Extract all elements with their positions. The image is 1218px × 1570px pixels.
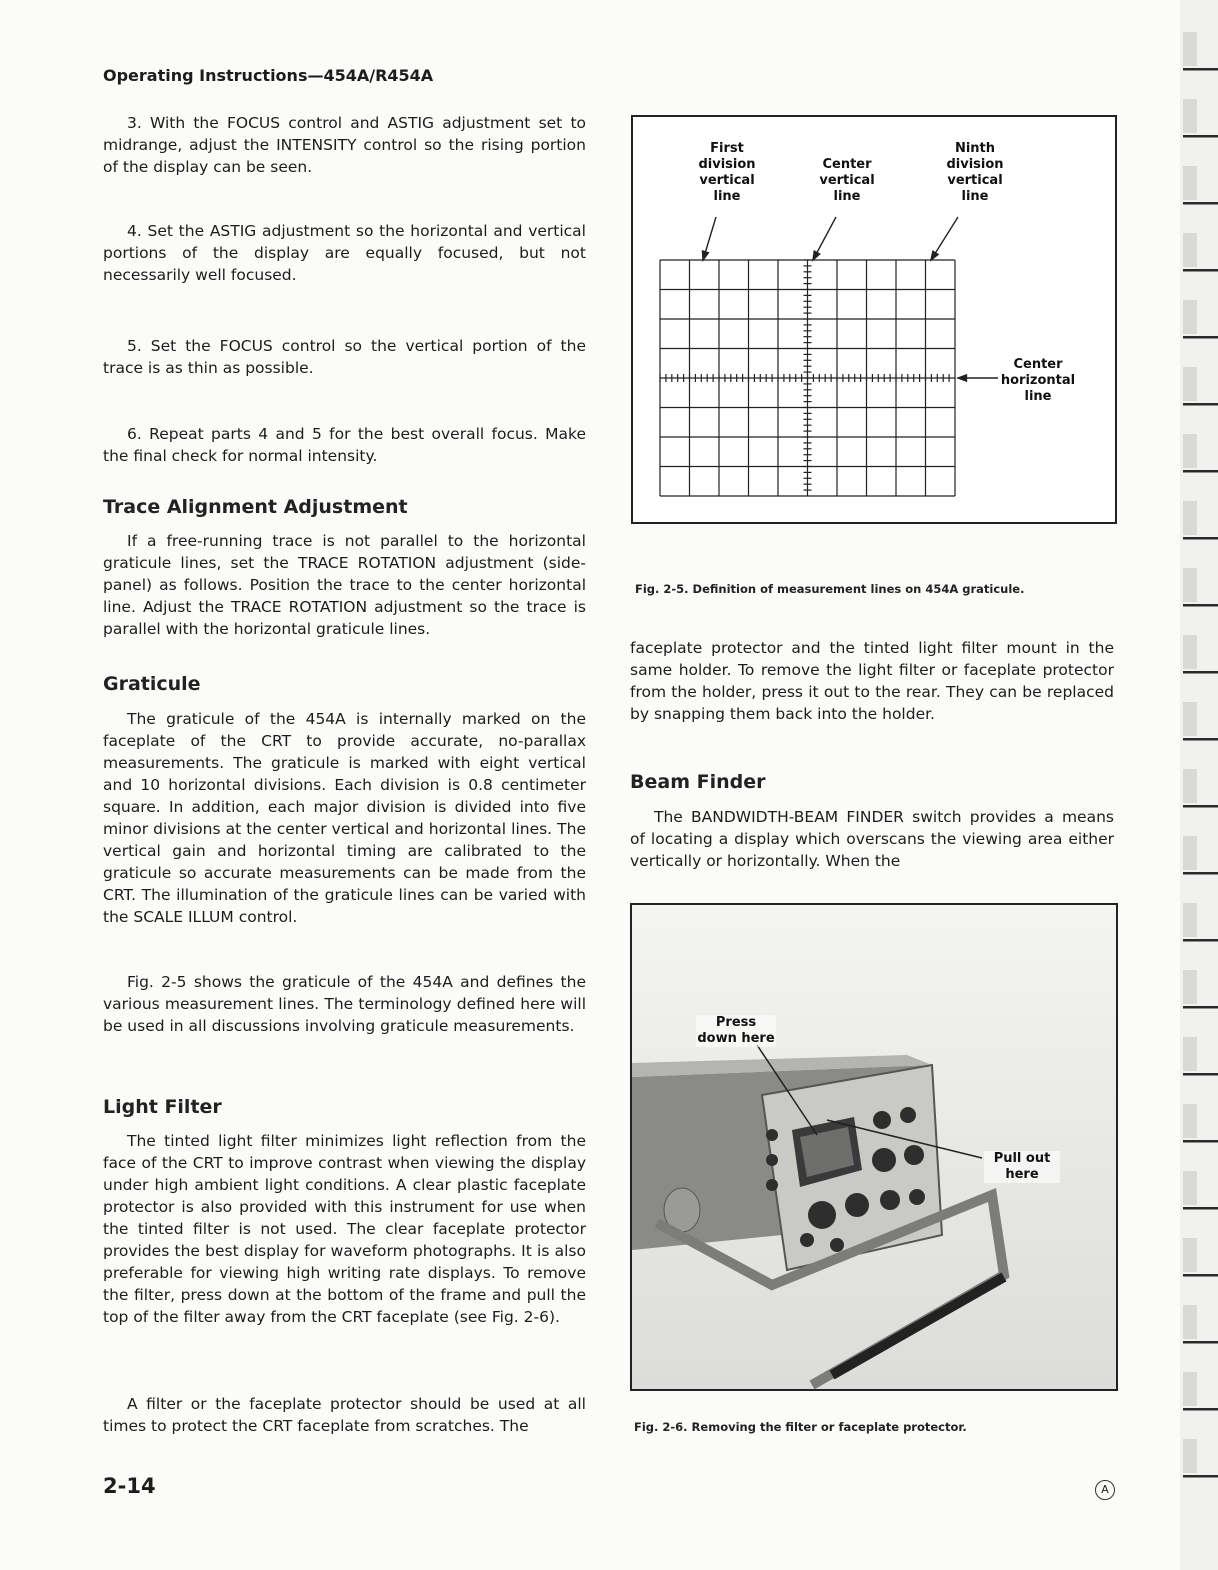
edge-tab: [1183, 1305, 1197, 1339]
edge-tab: [1183, 367, 1197, 401]
edge-tab: [1183, 568, 1197, 602]
edge-tab-strip: [1180, 0, 1218, 1570]
beam-finder-heading: Beam Finder: [630, 771, 766, 793]
revision-mark: A: [1095, 1480, 1115, 1500]
running-head: Operating Instructions—454A/R454A: [103, 66, 434, 85]
edge-tab: [1183, 1037, 1197, 1071]
edge-tab-mark: [1183, 738, 1218, 741]
edge-tab-mark: [1183, 1408, 1218, 1411]
edge-tab-mark: [1183, 671, 1218, 674]
figure-2-6-caption: Fig. 2-6. Removing the filter or faceplate protector.: [634, 1420, 967, 1434]
pull-out-label: Pull out here: [984, 1151, 1060, 1183]
step-5: 5. Set the FOCUS control so the vertical portion of the trace is as thin as possible.: [103, 337, 586, 377]
edge-tab-mark: [1183, 403, 1218, 406]
arrow-center-horizontal-head: [958, 375, 966, 381]
edge-tab-mark: [1183, 1475, 1218, 1478]
beam-finder-text: The BANDWIDTH-BEAM FINDER switch provides a means of locating a display which overscans the viewing area either vertically or horizontally. When the: [630, 808, 1114, 870]
edge-tab: [1183, 836, 1197, 870]
edge-tab: [1183, 501, 1197, 535]
graticule-heading: Graticule: [103, 673, 201, 695]
label-center-horizontal: Center horizontal line: [1000, 357, 1076, 404]
graticule-diagram: [633, 117, 1115, 522]
step-6: 6. Repeat parts 4 and 5 for the best overall focus. Make the final check for normal intensity.: [103, 425, 586, 465]
graticule-text-1: The graticule of the 454A is internally marked on the faceplate of the CRT to provide accurate, no-parallax measurements. The graticule is marked with eight vertical and 10 horizontal divisions. Each division is 0.8 centimeter square. In addition, each major division is divided into five minor divisions at the center vertical and horizontal lines. The vertical gain and horizontal timing are calibrated to the graticule so accurate measurements can be made from the CRT. The illumination of the graticule lines can be varied with the SCALE ILLUM control.: [103, 710, 586, 926]
edge-tab-mark: [1183, 135, 1218, 138]
faceplate-continuation: faceplate protector and the tinted light filter mount in the same holder. To remove the light filter or faceplate protector from the holder, press it out to the rear. They can be replaced by snapping them back into the holder.: [630, 639, 1114, 723]
edge-tab: [1183, 32, 1197, 66]
edge-tab-mark: [1183, 604, 1218, 607]
edge-tab-mark: [1183, 1073, 1218, 1076]
light-filter-text-2: A filter or the faceplate protector should be used at all times to protect the CRT faceplate from scratches. The: [103, 1395, 586, 1435]
edge-tab: [1183, 1238, 1197, 1272]
page-number: 2-14: [103, 1474, 156, 1498]
edge-tab: [1183, 903, 1197, 937]
edge-tab: [1183, 1171, 1197, 1205]
edge-tab: [1183, 434, 1197, 468]
arrow-first-vertical-head: [702, 251, 708, 260]
label-ninth-vertical: Ninth division vertical line: [946, 141, 1004, 204]
edge-tab-mark: [1183, 470, 1218, 473]
arrow-center-vertical-head: [813, 251, 820, 260]
edge-tab-mark: [1183, 939, 1218, 942]
arrow-ninth-vertical-head: [931, 251, 938, 260]
figure-2-6-photo: [630, 903, 1118, 1391]
light-filter-text-1: The tinted light filter minimizes light reflection from the face of the CRT to improve contrast when viewing the display under high ambient light conditions. A clear plastic faceplate protector is also provided with this instrument for use when the tinted filter is not used. The clear faceplate protector provides the best display for waveform photographs. It is also preferable for viewing high writing rate displays. To remove the filter, press down at the bottom of the frame and pull the top of the filter away from the CRT faceplate (see Fig. 2-6).: [103, 1132, 586, 1326]
edge-tab: [1183, 970, 1197, 1004]
edge-tab: [1183, 300, 1197, 334]
edge-tab-mark: [1183, 537, 1218, 540]
edge-tab-mark: [1183, 68, 1218, 71]
trace-alignment-text: If a free-running trace is not parallel to the horizontal graticule lines, set the TRACE ROTATION adjustment (side-panel) as follows. Position the trace to the center horizontal line. Adjust the TRACE ROTATION adjustment so the trace is parallel with the horizontal graticule lines.: [103, 532, 586, 638]
edge-tab-mark: [1183, 336, 1218, 339]
edge-tab-mark: [1183, 1274, 1218, 1277]
edge-tab-mark: [1183, 805, 1218, 808]
edge-tab: [1183, 1372, 1197, 1406]
figure-2-5: [631, 115, 1117, 524]
figure-2-5-caption: Fig. 2-5. Definition of measurement lines on 454A graticule.: [635, 582, 1025, 596]
label-first-vertical: First division vertical line: [698, 141, 756, 204]
step-4: 4. Set the ASTIG adjustment so the horizontal and vertical portions of the display are equally focused, but not necessarily well focused.: [103, 222, 586, 284]
edge-tab: [1183, 769, 1197, 803]
oscilloscope-photo: [632, 905, 1116, 1389]
edge-tab-mark: [1183, 872, 1218, 875]
edge-tab-mark: [1183, 1006, 1218, 1009]
trace-alignment-heading: Trace Alignment Adjustment: [103, 496, 408, 518]
edge-tab: [1183, 166, 1197, 200]
press-down-label: Press down here: [697, 1015, 775, 1046]
edge-tab-mark: [1183, 202, 1218, 205]
light-filter-heading: Light Filter: [103, 1096, 222, 1118]
edge-tab-mark: [1183, 1341, 1218, 1344]
edge-tab-mark: [1183, 1207, 1218, 1210]
edge-tab: [1183, 99, 1197, 133]
edge-tab: [1183, 1104, 1197, 1138]
edge-tab: [1183, 635, 1197, 669]
edge-tab-mark: [1183, 269, 1218, 272]
step-3: 3. With the FOCUS control and ASTIG adjustment set to midrange, adjust the INTENSITY control so the rising portion of the display can be seen.: [103, 114, 586, 176]
edge-tab-mark: [1183, 1140, 1218, 1143]
graticule-text-2: Fig. 2-5 shows the graticule of the 454A and defines the various measurement lines. The terminology defined here will be used in all discussions involving graticule measurements.: [103, 973, 586, 1035]
edge-tab: [1183, 233, 1197, 267]
edge-tab: [1183, 1439, 1197, 1473]
label-center-vertical: Center vertical line: [819, 157, 875, 204]
edge-tab: [1183, 702, 1197, 736]
